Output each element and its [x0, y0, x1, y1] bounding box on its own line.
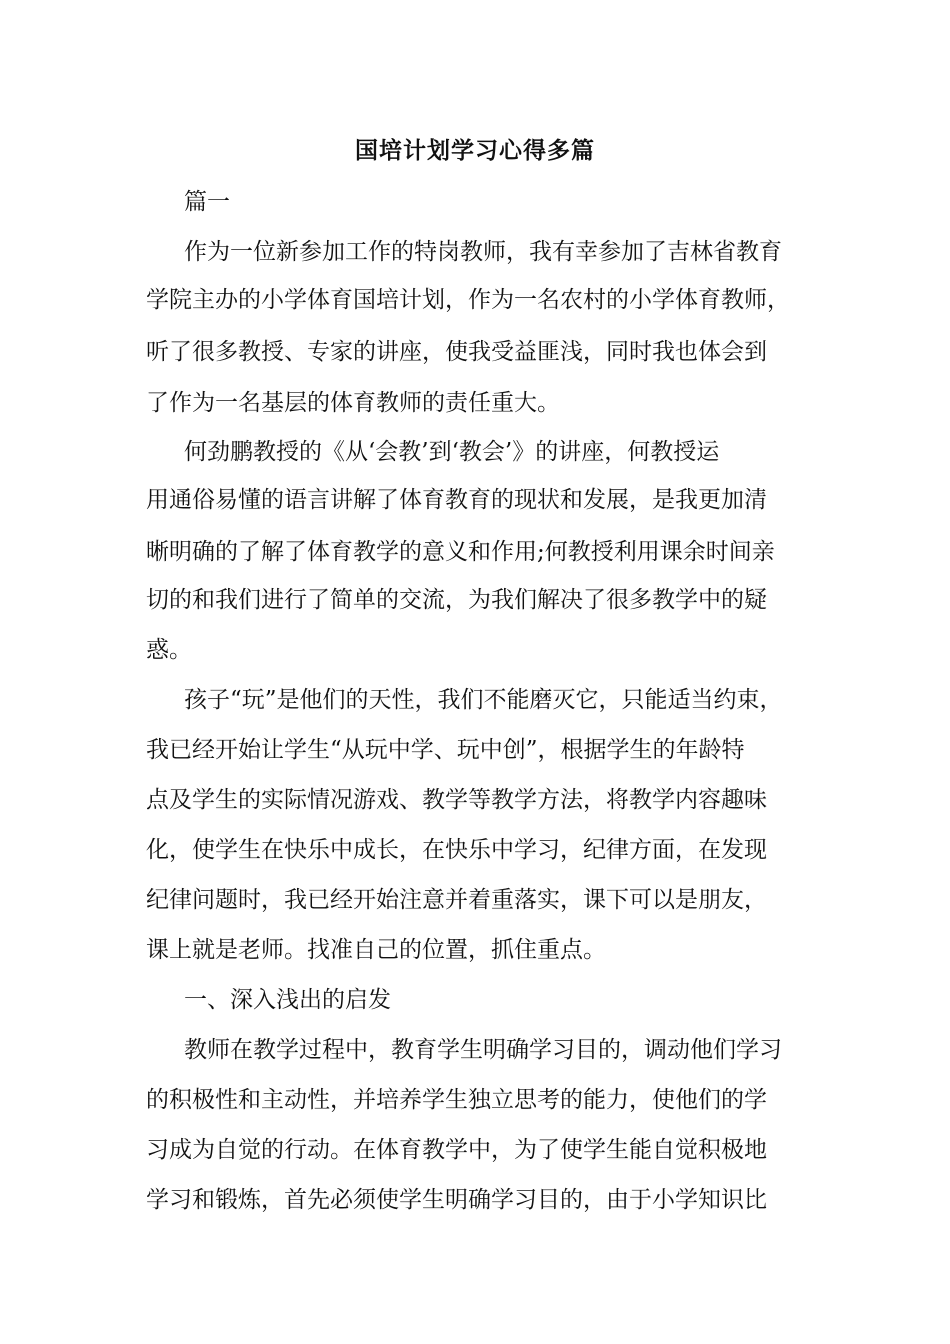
paragraph-line: 作为一位新参加工作的特岗教师，我有幸参加了吉林省教育: [184, 239, 782, 265]
paragraph-line: 惑。: [146, 637, 192, 663]
paragraph-line: 课上就是老师。找准自己的位置，抓住重点。: [146, 937, 606, 963]
paragraph-line: 我已经开始让学生“从玩中学、玩中创”，根据学生的年龄特: [146, 737, 745, 763]
section-label: 篇一: [184, 189, 230, 215]
paragraph-line: 孩子“玩”是他们的天性，我们不能磨灭它，只能适当约束，: [184, 687, 783, 713]
paragraph-line: 纪律问题时，我已经开始注意并着重落实，课下可以是朋友，: [146, 887, 767, 913]
paragraph-line: 习成为自觉的行动。在体育教学中，为了使学生能自觉积极地: [146, 1137, 767, 1163]
paragraph-line: 听了很多教授、专家的讲座，使我受益匪浅，同时我也体会到: [146, 339, 767, 365]
document-title: 国培计划学习心得多篇: [355, 137, 595, 164]
paragraph-line: 化，使学生在快乐中成长，在快乐中学习，纪律方面，在发现: [146, 837, 767, 863]
paragraph-line: 学院主办的小学体育国培计划，作为一名农村的小学体育教师，: [146, 287, 790, 313]
paragraph-line: 了作为一名基层的体育教师的责任重大。: [146, 390, 560, 416]
paragraph-line: 何劲鹏教授的《从‘会教’到‘教会’》的讲座，何教授运: [184, 439, 720, 465]
paragraph-line: 学习和锻炼，首先必须使学生明确学习目的，由于小学知识比: [146, 1187, 767, 1213]
paragraph-line: 晰明确的了解了体育教学的意义和作用;何教授利用课余时间亲: [146, 539, 775, 565]
paragraph-line: 教师在教学过程中，教育学生明确学习目的，调动他们学习: [184, 1037, 782, 1063]
paragraph-line: 的积极性和主动性，并培养学生独立思考的能力，使他们的学: [146, 1087, 767, 1113]
paragraph-line: 用通俗易懂的语言讲解了体育教育的现状和发展，是我更加清: [146, 487, 767, 513]
paragraph-line: 切的和我们进行了简单的交流，为我们解决了很多教学中的疑: [146, 587, 767, 613]
paragraph-line: 点及学生的实际情况游戏、教学等教学方法，将教学内容趣味: [146, 787, 767, 813]
section-heading: 一、深入浅出的启发: [184, 987, 391, 1013]
